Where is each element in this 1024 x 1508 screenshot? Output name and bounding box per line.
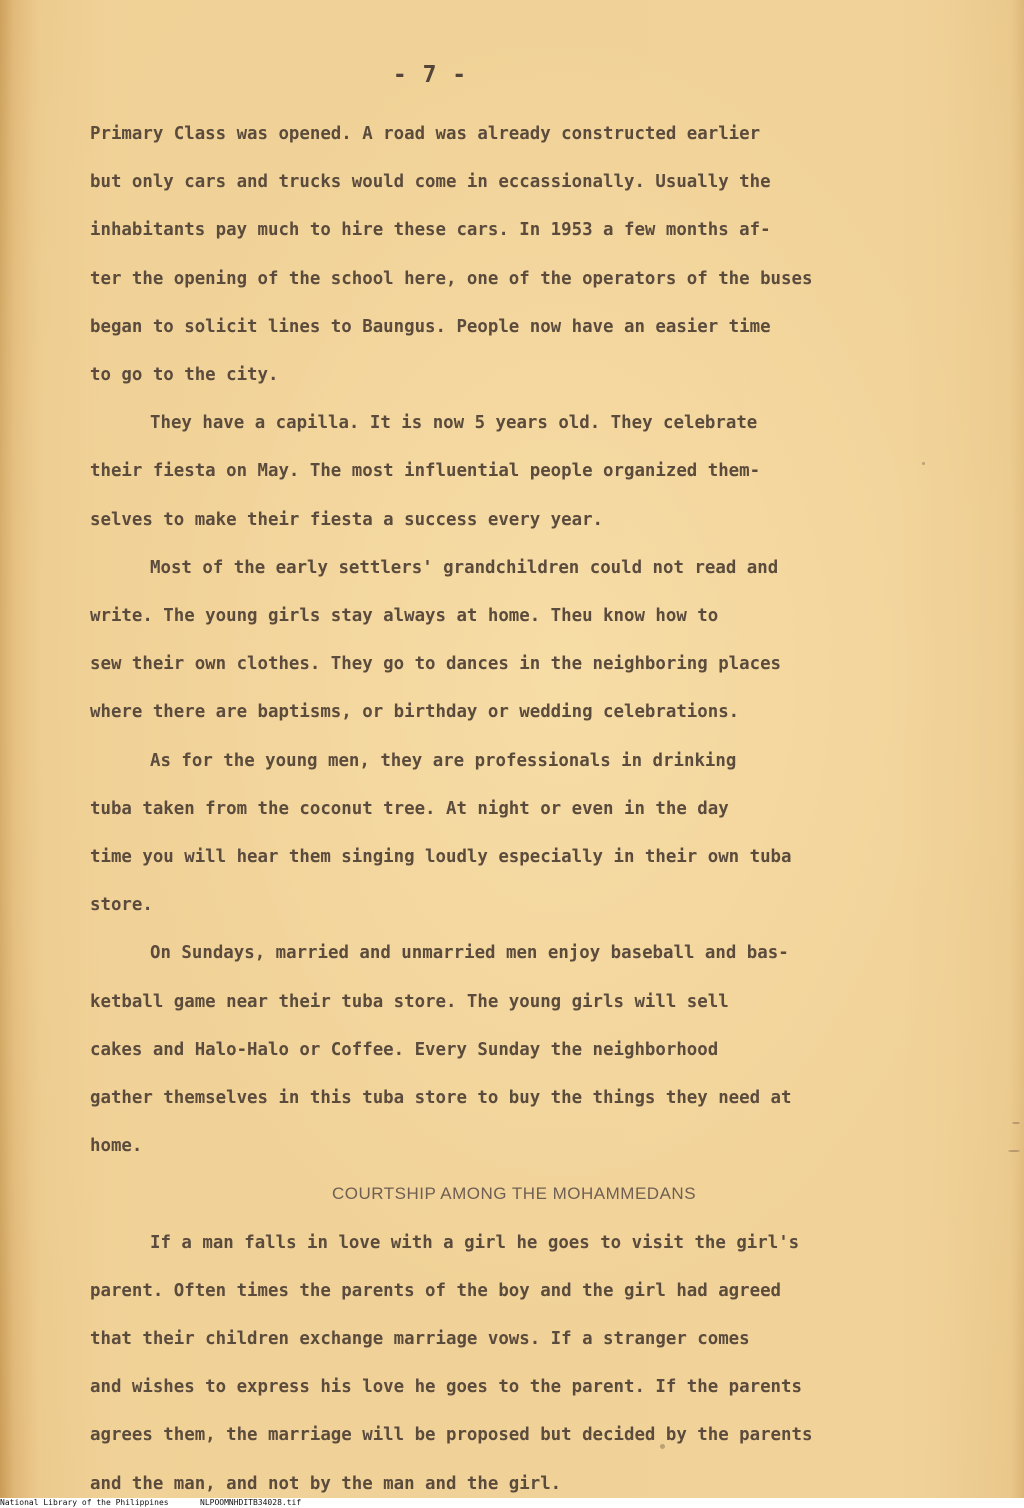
text-line: sew their own clothes. They go to dances in the neighboring places [90, 654, 782, 675]
text-line: gather themselves in this tuba store to buy the things they need at [90, 1088, 792, 1109]
paragraph-young-men [90, 737, 950, 930]
text-line: agrees them, the marriage will be proposed but decided by the parents [90, 1425, 813, 1446]
text-line: home. [90, 1136, 143, 1157]
document-body [90, 110, 950, 1498]
footer-library-name: National Library of the Philippines [0, 1498, 169, 1507]
text-line: parent. Often times the parents of the boy and the girl had agreed [90, 1280, 782, 1301]
text-line: inhabitants pay much to hire these cars. In 1953 a few months af- [90, 220, 771, 241]
text-line: selves to make their fiesta a success every year. [90, 509, 604, 530]
text-line: If a man falls in love with a girl he goes to visit the girl's [150, 1232, 800, 1253]
text-line: They have a capilla. It is now 5 years old. They celebrate [150, 413, 758, 434]
paragraph-capilla [90, 399, 950, 544]
text-line: began to solicit lines to Baungus. People now have an easier time [90, 316, 771, 337]
text-line: Primary Class was opened. A road was already constructed earlier [90, 124, 761, 144]
scan-footer [0, 1498, 1024, 1508]
paragraph-sundays [90, 929, 950, 1170]
ink-speck [922, 462, 925, 465]
text-line: write. The young girls stay always at home. Theu know how to [90, 606, 719, 627]
text-line: where there are baptisms, or birthday or wedding celebrations. [90, 702, 740, 723]
text-line: but only cars and trucks would come in eccassionally. Usually the [90, 172, 771, 193]
text-line: ter the opening of the school here, one of the operators of the buses [90, 268, 813, 289]
section-heading: COURTSHIP AMONG THE MOHAMMEDANS [332, 1184, 697, 1204]
text-line: store. [90, 895, 153, 916]
text-line: tuba taken from the coconut tree. At night or even in the day [90, 798, 729, 819]
page-number: - 7 - [392, 62, 468, 88]
footer-file-name: NLPOOMNHDITB34028.tif [200, 1498, 302, 1507]
paragraph-settlers [90, 544, 950, 737]
paragraph-courtship [90, 1219, 950, 1498]
ink-speck [1012, 1122, 1020, 1124]
text-line: On Sundays, married and unmarried men enjoy baseball and bas- [150, 943, 789, 964]
text-line: cakes and Halo-Halo or Coffee. Every Sunday the neighborhood [90, 1039, 719, 1060]
text-line: As for the young men, they are professionals in drinking [150, 750, 737, 771]
ink-speck [660, 1444, 665, 1449]
paragraph-transport [90, 110, 950, 399]
text-line: and the man, and not by the man and the girl. [90, 1473, 562, 1494]
text-line: their fiesta on May. The most influential people organized them- [90, 461, 761, 482]
text-line: to go to the city. [90, 365, 279, 386]
text-line: Most of the early settlers' grandchildren could not read and [150, 557, 779, 578]
text-line: time you will hear them singing loudly especially in their own tuba [90, 847, 792, 868]
text-line: that their children exchange marriage vows. If a stranger comes [90, 1329, 750, 1350]
text-line: ketball game near their tuba store. The young girls will sell [90, 991, 729, 1012]
text-line: and wishes to express his love he goes to the parent. If the parents [90, 1377, 802, 1398]
ink-speck [1008, 1150, 1020, 1152]
